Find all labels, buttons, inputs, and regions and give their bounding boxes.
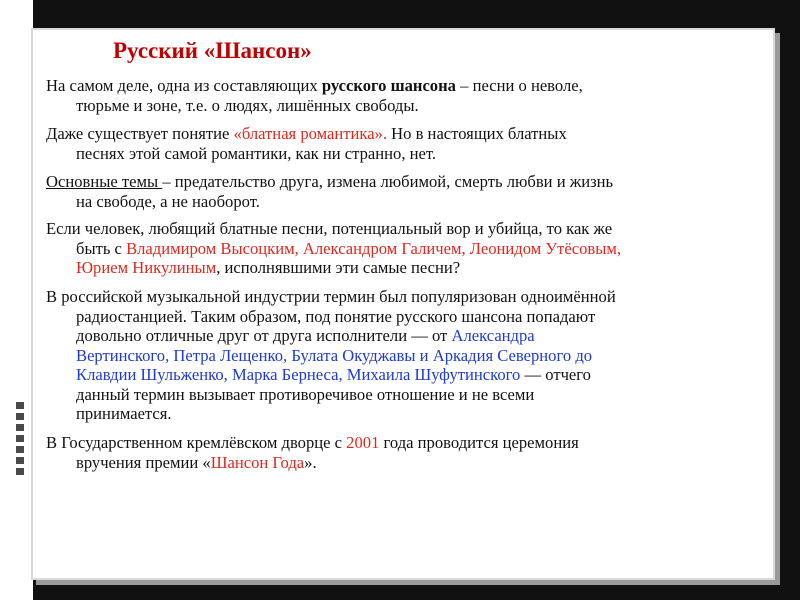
p5-text-d: Александра xyxy=(451,326,535,345)
p5-text-a: В российской музыкальной индустрии термин был популяризован одноимённой xyxy=(46,287,616,306)
p3-text-b: Основные темы xyxy=(46,172,163,191)
p1-text-a: На самом деле, одна из составляющих xyxy=(46,76,322,95)
paragraph-6 xyxy=(46,433,768,472)
paragraph-5 xyxy=(46,287,768,424)
decor-bar xyxy=(16,424,24,431)
p6-text-f: ». xyxy=(304,452,317,472)
p5-text-b: радиостанцией. Таким образом, под понятие русского шансона попадают xyxy=(76,306,596,326)
p5-text-h: данный термин вызывает противоречивое отношение и не всеми xyxy=(76,384,535,404)
p5-text-c: довольно отличные друг от друга исполнители — от xyxy=(76,326,452,345)
p3-text-d: на свободе, а не наоборот. xyxy=(76,191,260,211)
decor-bar xyxy=(16,457,24,464)
p5-text-f: Клавдии Шульженко, Марка Бернеса, Михаила Шуфутинского xyxy=(76,365,521,384)
p3-text-c: – предательство друга, измена любимой, смерть любви и жизнь xyxy=(162,172,614,191)
decorative-side-bars xyxy=(0,0,22,600)
p1-text-c: – песни о неволе, xyxy=(455,76,583,95)
paragraph-4 xyxy=(46,219,768,278)
p2-text-a: Даже существует понятие xyxy=(46,124,234,143)
p5-text-e: Вертинского, Петра Лещенко, Булата Окуджавы и Аркадия Северного до xyxy=(76,345,593,365)
p5-text-g: — отчего xyxy=(520,365,591,384)
p4-text-e: , исполнявшими эти самые песни? xyxy=(216,258,461,277)
p4-text-c: Владимиром Высоцким, Александром Галичем, Леонидом Утёсовым, xyxy=(126,238,622,258)
p6-text-a: В Государственном кремлёвском дворце с xyxy=(46,433,347,452)
p4-text-b: быть с xyxy=(76,238,127,258)
p2-text-b: «блатная романтика». xyxy=(233,124,387,143)
p6-text-b: 2001 xyxy=(346,433,380,452)
slide-content xyxy=(31,28,775,580)
p4-text-a: Если человек, любящий блатные песни, потенциальный вор и убийца, то как же xyxy=(46,219,613,238)
p5-text-i: принимается. xyxy=(76,404,172,423)
p6-text-e: Шансон Года xyxy=(210,452,305,472)
p1-text-d: тюрьме и зоне, т.е. о людях, лишённых свободы. xyxy=(76,95,419,115)
p6-text-d: вручения премии « xyxy=(76,452,211,472)
paragraph-1 xyxy=(46,76,768,115)
decor-bar xyxy=(16,446,24,453)
p2-text-c: Но в настоящих блатных xyxy=(387,124,567,143)
decor-bar xyxy=(16,402,24,409)
paragraph-2 xyxy=(46,124,768,163)
decor-bar xyxy=(16,435,24,442)
slide-title: Русский «Шансон» xyxy=(113,38,312,63)
decor-bar xyxy=(16,468,24,475)
p2-text-d: песнях этой самой романтики, как ни странно, нет. xyxy=(76,143,437,163)
paragraph-3 xyxy=(46,172,768,211)
p1-text-b: русского шансона xyxy=(321,76,456,95)
decor-bar xyxy=(16,413,24,420)
p4-text-d: Юрием Никулиным xyxy=(76,258,217,277)
p6-text-c: года проводится церемония xyxy=(379,433,579,452)
